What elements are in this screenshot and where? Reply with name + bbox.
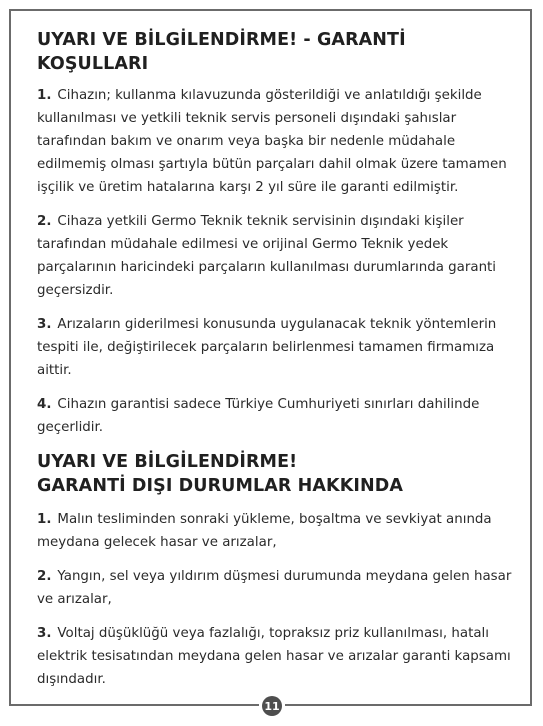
item-number: 3.: [37, 626, 52, 641]
item-number: 2.: [37, 569, 52, 584]
heading-line-1: UYARI VE BİLGİLENDİRME!: [37, 452, 298, 472]
exclusion-item-3: [37, 622, 512, 691]
item-text: Cihazın garantisi sadece Türkiye Cumhuriyeti sınırları dahilinde geçerlidir.: [37, 397, 480, 435]
page-number-badge: [259, 696, 285, 716]
item-text: Malın tesliminden sonraki yükleme, boşaltma ve sevkiyat anında meydana gelecek hasar ve arızalar,: [37, 512, 492, 550]
item-number: 1.: [37, 512, 52, 527]
item-number: 2.: [37, 214, 52, 229]
warranty-item-2: [37, 210, 512, 302]
warranty-conditions-heading: UYARI VE BİLGİLENDİRME! - GARANTİ KOŞULLARI: [37, 30, 406, 74]
item-text: Cihaza yetkili Germo Teknik teknik servisinin dışındaki kişiler tarafından müdahale edilmesi ve orijinal Germo Teknik yedek parçalarının haricindeki parçaların kullanılması durumlarında garanti geçersizdir.: [37, 214, 497, 298]
item-number: 3.: [37, 317, 52, 332]
heading-line-2: GARANTİ DIŞI DURUMLAR HAKKINDA: [37, 476, 403, 496]
item-text: Yangın, sel veya yıldırım düşmesi durumunda meydana gelen hasar ve arızalar,: [37, 569, 512, 607]
exclusion-item-2: [37, 565, 512, 611]
item-number: 1.: [37, 88, 52, 103]
out-of-warranty-heading: [37, 450, 512, 498]
warranty-item-4: [37, 393, 512, 439]
warranty-item-1: [37, 84, 512, 199]
warranty-item-3: [37, 313, 512, 382]
exclusion-item-1: [37, 508, 512, 554]
item-text: Arızaların giderilmesi konusunda uygulanacak teknik yöntemlerin tespiti ile, değiştirilecek parçaların belirlenmesi tamamen firmamıza aittir.: [37, 317, 497, 378]
item-text: Cihazın; kullanma kılavuzunda gösterildiği ve anlatıldığı şekilde kullanılması ve yetkili teknik servis personeli dışındaki şahıslar tarafından bakım ve onarım veya başka bir nedenle müdahale edilmemiş olması şartıyla bütün parçaları dahil olmak üzere tamamen işçilik ve üretim hatalarına karşı 2 yıl süre ile garanti edilmiştir.: [37, 88, 507, 195]
page-content: [37, 28, 512, 702]
item-number: 4.: [37, 397, 52, 412]
page-number: 11: [262, 696, 282, 716]
item-text: Voltaj düşüklüğü veya fazlalığı, topraksız priz kullanılması, hatalı elektrik tesisatından meydana gelen hasar ve arızalar garanti kapsamı dışındadır.: [37, 626, 511, 687]
